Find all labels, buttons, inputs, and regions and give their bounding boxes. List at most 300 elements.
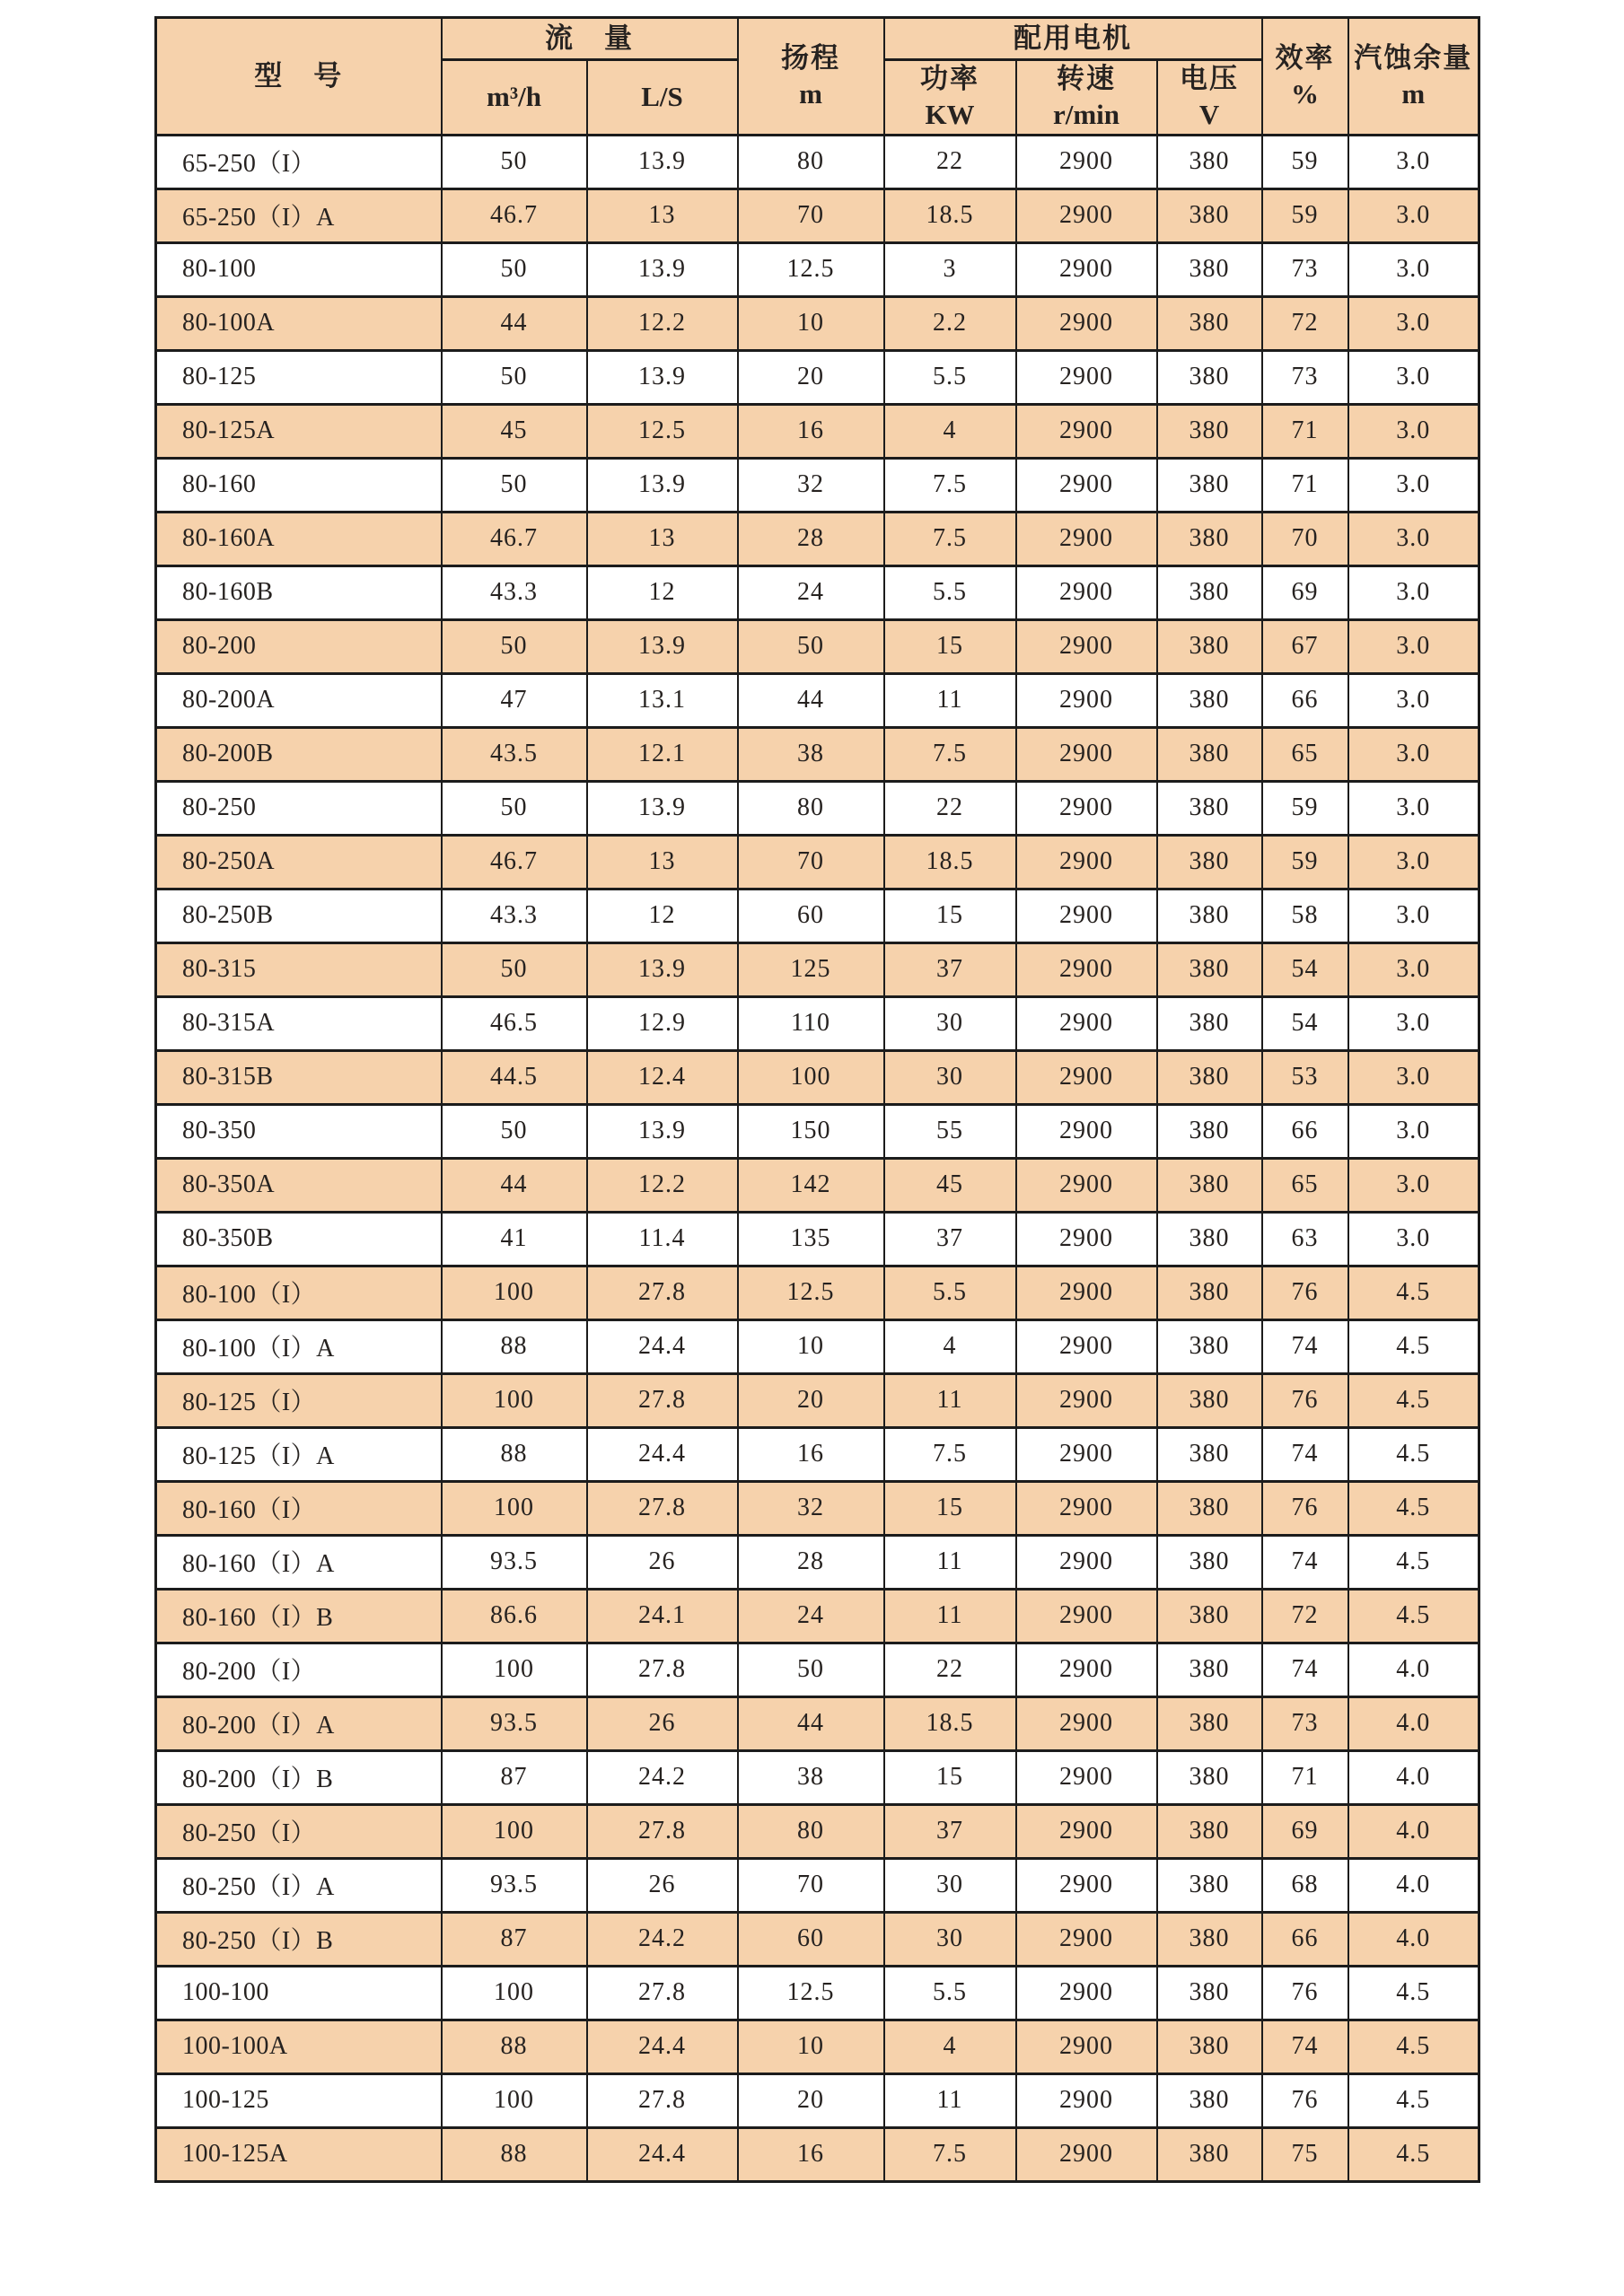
cell-flow-m3h: 50 bbox=[442, 135, 587, 188]
cell-flow-m3h: 93.5 bbox=[442, 1696, 587, 1750]
cell-efficiency-pct: 76 bbox=[1262, 2073, 1348, 2127]
cell-model: 80-350B bbox=[156, 1212, 442, 1266]
cell-flow-ls: 13.9 bbox=[587, 135, 738, 188]
cell-power-kw: 11 bbox=[884, 673, 1016, 727]
cell-npsh-m: 4.0 bbox=[1348, 1858, 1479, 1912]
table-row bbox=[156, 889, 1479, 942]
cell-npsh-m: 4.5 bbox=[1348, 1427, 1479, 1481]
cell-voltage-v: 380 bbox=[1157, 619, 1262, 673]
cell-flow-ls: 27.8 bbox=[587, 1481, 738, 1535]
header-flow-ls: L/S bbox=[587, 60, 738, 136]
cell-power-kw: 4 bbox=[884, 404, 1016, 458]
cell-head-m: 70 bbox=[738, 188, 884, 242]
cell-flow-ls: 12 bbox=[587, 565, 738, 619]
cell-flow-ls: 26 bbox=[587, 1535, 738, 1589]
cell-speed-rpm: 2900 bbox=[1016, 1481, 1157, 1535]
cell-npsh-m: 4.5 bbox=[1348, 1481, 1479, 1535]
cell-head-m: 60 bbox=[738, 889, 884, 942]
cell-flow-ls: 26 bbox=[587, 1858, 738, 1912]
cell-efficiency-pct: 69 bbox=[1262, 1804, 1348, 1858]
table-row bbox=[156, 458, 1479, 512]
cell-npsh-m: 3.0 bbox=[1348, 458, 1479, 512]
cell-voltage-v: 380 bbox=[1157, 1696, 1262, 1750]
cell-head-m: 80 bbox=[738, 1804, 884, 1858]
cell-head-m: 70 bbox=[738, 835, 884, 889]
cell-flow-ls: 12.5 bbox=[587, 404, 738, 458]
cell-voltage-v: 380 bbox=[1157, 1750, 1262, 1804]
cell-model: 80-250A bbox=[156, 835, 442, 889]
cell-voltage-v: 380 bbox=[1157, 242, 1262, 296]
cell-head-m: 100 bbox=[738, 1050, 884, 1104]
cell-flow-m3h: 100 bbox=[442, 1804, 587, 1858]
table-row bbox=[156, 619, 1479, 673]
cell-voltage-v: 380 bbox=[1157, 889, 1262, 942]
header-power-zh: 功率 bbox=[920, 63, 979, 94]
cell-speed-rpm: 2900 bbox=[1016, 1912, 1157, 1966]
table-row bbox=[156, 404, 1479, 458]
cell-model: 100-125 bbox=[156, 2073, 442, 2127]
header-row-groups bbox=[156, 18, 1479, 60]
cell-head-m: 20 bbox=[738, 1373, 884, 1427]
cell-model: 80-100（I） bbox=[156, 1266, 442, 1319]
table-row bbox=[156, 1589, 1479, 1643]
cell-efficiency-pct: 69 bbox=[1262, 565, 1348, 619]
cell-npsh-m: 3.0 bbox=[1348, 188, 1479, 242]
cell-head-m: 125 bbox=[738, 942, 884, 996]
cell-efficiency-pct: 76 bbox=[1262, 1266, 1348, 1319]
cell-model: 80-250（I） bbox=[156, 1804, 442, 1858]
cell-model: 80-100（I）A bbox=[156, 1319, 442, 1373]
cell-flow-ls: 24.4 bbox=[587, 2127, 738, 2181]
cell-flow-ls: 12 bbox=[587, 889, 738, 942]
table-row bbox=[156, 296, 1479, 350]
cell-npsh-m: 3.0 bbox=[1348, 296, 1479, 350]
cell-power-kw: 7.5 bbox=[884, 1427, 1016, 1481]
cell-flow-ls: 27.8 bbox=[587, 1643, 738, 1696]
cell-npsh-m: 4.5 bbox=[1348, 1966, 1479, 2020]
cell-speed-rpm: 2900 bbox=[1016, 1966, 1157, 2020]
header-head bbox=[738, 18, 884, 136]
cell-npsh-m: 4.5 bbox=[1348, 1266, 1479, 1319]
cell-voltage-v: 380 bbox=[1157, 1104, 1262, 1158]
cell-flow-m3h: 100 bbox=[442, 1643, 587, 1696]
cell-flow-m3h: 50 bbox=[442, 242, 587, 296]
cell-flow-ls: 12.4 bbox=[587, 1050, 738, 1104]
cell-npsh-m: 4.5 bbox=[1348, 2020, 1479, 2073]
cell-head-m: 10 bbox=[738, 296, 884, 350]
cell-npsh-m: 4.0 bbox=[1348, 1804, 1479, 1858]
table-row bbox=[156, 1481, 1479, 1535]
table-row bbox=[156, 2073, 1479, 2127]
cell-flow-m3h: 88 bbox=[442, 1319, 587, 1373]
cell-flow-m3h: 50 bbox=[442, 942, 587, 996]
cell-npsh-m: 3.0 bbox=[1348, 565, 1479, 619]
cell-voltage-v: 380 bbox=[1157, 350, 1262, 404]
cell-power-kw: 7.5 bbox=[884, 2127, 1016, 2181]
cell-model: 100-125A bbox=[156, 2127, 442, 2181]
table-row bbox=[156, 2127, 1479, 2181]
table-row bbox=[156, 1966, 1479, 2020]
cell-voltage-v: 380 bbox=[1157, 1427, 1262, 1481]
cell-head-m: 44 bbox=[738, 1696, 884, 1750]
cell-efficiency-pct: 63 bbox=[1262, 1212, 1348, 1266]
cell-flow-m3h: 50 bbox=[442, 781, 587, 835]
cell-model: 80-315A bbox=[156, 996, 442, 1050]
table-row bbox=[156, 835, 1479, 889]
cell-speed-rpm: 2900 bbox=[1016, 2073, 1157, 2127]
cell-voltage-v: 380 bbox=[1157, 1212, 1262, 1266]
cell-efficiency-pct: 74 bbox=[1262, 1319, 1348, 1373]
cell-efficiency-pct: 74 bbox=[1262, 1427, 1348, 1481]
cell-flow-ls: 24.1 bbox=[587, 1589, 738, 1643]
cell-npsh-m: 4.5 bbox=[1348, 1373, 1479, 1427]
cell-model: 80-125（I） bbox=[156, 1373, 442, 1427]
cell-flow-m3h: 46.7 bbox=[442, 188, 587, 242]
cell-voltage-v: 380 bbox=[1157, 1589, 1262, 1643]
cell-flow-ls: 24.2 bbox=[587, 1912, 738, 1966]
cell-npsh-m: 4.0 bbox=[1348, 1750, 1479, 1804]
cell-power-kw: 5.5 bbox=[884, 565, 1016, 619]
table-row bbox=[156, 1158, 1479, 1212]
header-speed-zh: 转速 bbox=[1057, 63, 1116, 94]
cell-flow-m3h: 100 bbox=[442, 2073, 587, 2127]
cell-flow-ls: 13.9 bbox=[587, 1104, 738, 1158]
cell-voltage-v: 380 bbox=[1157, 135, 1262, 188]
header-efficiency bbox=[1262, 18, 1348, 136]
cell-head-m: 32 bbox=[738, 458, 884, 512]
table-row bbox=[156, 565, 1479, 619]
cell-speed-rpm: 2900 bbox=[1016, 1104, 1157, 1158]
cell-flow-m3h: 46.7 bbox=[442, 512, 587, 565]
cell-efficiency-pct: 59 bbox=[1262, 135, 1348, 188]
cell-head-m: 16 bbox=[738, 1427, 884, 1481]
header-npsh-unit: m bbox=[1401, 77, 1426, 110]
header-speed-unit: r/min bbox=[1052, 99, 1120, 131]
table-row bbox=[156, 1804, 1479, 1858]
cell-speed-rpm: 2900 bbox=[1016, 188, 1157, 242]
cell-efficiency-pct: 66 bbox=[1262, 1104, 1348, 1158]
cell-flow-ls: 12.9 bbox=[587, 996, 738, 1050]
cell-voltage-v: 380 bbox=[1157, 1858, 1262, 1912]
cell-model: 80-125（I）A bbox=[156, 1427, 442, 1481]
cell-flow-ls: 24.2 bbox=[587, 1750, 738, 1804]
cell-speed-rpm: 2900 bbox=[1016, 1427, 1157, 1481]
cell-efficiency-pct: 72 bbox=[1262, 296, 1348, 350]
cell-head-m: 80 bbox=[738, 781, 884, 835]
cell-speed-rpm: 2900 bbox=[1016, 781, 1157, 835]
cell-speed-rpm: 2900 bbox=[1016, 1858, 1157, 1912]
cell-efficiency-pct: 73 bbox=[1262, 1696, 1348, 1750]
cell-voltage-v: 380 bbox=[1157, 296, 1262, 350]
cell-npsh-m: 3.0 bbox=[1348, 242, 1479, 296]
cell-power-kw: 22 bbox=[884, 781, 1016, 835]
table-row bbox=[156, 135, 1479, 188]
cell-model: 80-160 bbox=[156, 458, 442, 512]
cell-voltage-v: 380 bbox=[1157, 1912, 1262, 1966]
cell-model: 80-200 bbox=[156, 619, 442, 673]
cell-flow-m3h: 88 bbox=[442, 1427, 587, 1481]
table-row bbox=[156, 188, 1479, 242]
cell-efficiency-pct: 54 bbox=[1262, 942, 1348, 996]
header-flow-group: 流 量 bbox=[442, 18, 738, 60]
cell-voltage-v: 380 bbox=[1157, 996, 1262, 1050]
header-power bbox=[884, 60, 1016, 136]
cell-npsh-m: 4.0 bbox=[1348, 1912, 1479, 1966]
cell-head-m: 28 bbox=[738, 1535, 884, 1589]
cell-flow-m3h: 87 bbox=[442, 1912, 587, 1966]
cell-flow-ls: 13.9 bbox=[587, 242, 738, 296]
cell-speed-rpm: 2900 bbox=[1016, 1696, 1157, 1750]
cell-head-m: 20 bbox=[738, 2073, 884, 2127]
cell-model: 65-250（I）A bbox=[156, 188, 442, 242]
cell-flow-m3h: 50 bbox=[442, 458, 587, 512]
cell-power-kw: 45 bbox=[884, 1158, 1016, 1212]
table-row bbox=[156, 673, 1479, 727]
cell-head-m: 10 bbox=[738, 1319, 884, 1373]
cell-speed-rpm: 2900 bbox=[1016, 1535, 1157, 1589]
cell-head-m: 24 bbox=[738, 1589, 884, 1643]
cell-power-kw: 7.5 bbox=[884, 512, 1016, 565]
cell-npsh-m: 3.0 bbox=[1348, 889, 1479, 942]
cell-flow-m3h: 43.5 bbox=[442, 727, 587, 781]
cell-efficiency-pct: 58 bbox=[1262, 889, 1348, 942]
cell-efficiency-pct: 54 bbox=[1262, 996, 1348, 1050]
cell-efficiency-pct: 74 bbox=[1262, 1535, 1348, 1589]
cell-efficiency-pct: 74 bbox=[1262, 1643, 1348, 1696]
table-row bbox=[156, 1373, 1479, 1427]
table-row bbox=[156, 1750, 1479, 1804]
table-header bbox=[156, 18, 1479, 136]
table-row bbox=[156, 727, 1479, 781]
cell-head-m: 142 bbox=[738, 1158, 884, 1212]
cell-voltage-v: 380 bbox=[1157, 458, 1262, 512]
cell-npsh-m: 3.0 bbox=[1348, 1104, 1479, 1158]
cell-efficiency-pct: 73 bbox=[1262, 242, 1348, 296]
cell-npsh-m: 3.0 bbox=[1348, 1212, 1479, 1266]
cell-speed-rpm: 2900 bbox=[1016, 242, 1157, 296]
cell-efficiency-pct: 66 bbox=[1262, 673, 1348, 727]
table-row bbox=[156, 1912, 1479, 1966]
header-head-unit: m bbox=[799, 77, 822, 110]
cell-voltage-v: 380 bbox=[1157, 404, 1262, 458]
header-npsh-zh: 汽蚀余量 bbox=[1354, 41, 1473, 74]
cell-model: 80-250B bbox=[156, 889, 442, 942]
cell-flow-ls: 13 bbox=[587, 188, 738, 242]
cell-flow-ls: 24.4 bbox=[587, 2020, 738, 2073]
cell-power-kw: 22 bbox=[884, 1643, 1016, 1696]
cell-efficiency-pct: 71 bbox=[1262, 404, 1348, 458]
cell-speed-rpm: 2900 bbox=[1016, 1750, 1157, 1804]
header-npsh bbox=[1348, 18, 1479, 136]
cell-speed-rpm: 2900 bbox=[1016, 727, 1157, 781]
cell-head-m: 38 bbox=[738, 1750, 884, 1804]
header-speed bbox=[1016, 60, 1157, 136]
table-row bbox=[156, 242, 1479, 296]
cell-flow-m3h: 44 bbox=[442, 1158, 587, 1212]
cell-speed-rpm: 2900 bbox=[1016, 512, 1157, 565]
cell-voltage-v: 380 bbox=[1157, 2020, 1262, 2073]
cell-flow-ls: 27.8 bbox=[587, 1966, 738, 2020]
cell-speed-rpm: 2900 bbox=[1016, 1643, 1157, 1696]
cell-model: 80-350 bbox=[156, 1104, 442, 1158]
cell-speed-rpm: 2900 bbox=[1016, 1050, 1157, 1104]
cell-efficiency-pct: 70 bbox=[1262, 512, 1348, 565]
table-row bbox=[156, 942, 1479, 996]
cell-voltage-v: 380 bbox=[1157, 2127, 1262, 2181]
cell-flow-m3h: 41 bbox=[442, 1212, 587, 1266]
table-row bbox=[156, 1643, 1479, 1696]
cell-npsh-m: 3.0 bbox=[1348, 350, 1479, 404]
cell-model: 80-250（I）A bbox=[156, 1858, 442, 1912]
cell-voltage-v: 380 bbox=[1157, 1804, 1262, 1858]
cell-voltage-v: 380 bbox=[1157, 727, 1262, 781]
cell-npsh-m: 4.5 bbox=[1348, 2073, 1479, 2127]
cell-efficiency-pct: 66 bbox=[1262, 1912, 1348, 1966]
cell-voltage-v: 380 bbox=[1157, 673, 1262, 727]
cell-npsh-m: 4.0 bbox=[1348, 1696, 1479, 1750]
cell-flow-ls: 13.9 bbox=[587, 942, 738, 996]
cell-power-kw: 30 bbox=[884, 996, 1016, 1050]
table-row bbox=[156, 2020, 1479, 2073]
cell-npsh-m: 3.0 bbox=[1348, 512, 1479, 565]
table-body bbox=[156, 135, 1479, 2181]
cell-flow-ls: 13 bbox=[587, 512, 738, 565]
cell-efficiency-pct: 68 bbox=[1262, 1858, 1348, 1912]
cell-npsh-m: 3.0 bbox=[1348, 135, 1479, 188]
cell-head-m: 24 bbox=[738, 565, 884, 619]
cell-speed-rpm: 2900 bbox=[1016, 1373, 1157, 1427]
cell-speed-rpm: 2900 bbox=[1016, 942, 1157, 996]
cell-head-m: 38 bbox=[738, 727, 884, 781]
cell-npsh-m: 3.0 bbox=[1348, 835, 1479, 889]
cell-npsh-m: 3.0 bbox=[1348, 727, 1479, 781]
cell-power-kw: 37 bbox=[884, 942, 1016, 996]
cell-flow-m3h: 46.7 bbox=[442, 835, 587, 889]
cell-flow-m3h: 93.5 bbox=[442, 1535, 587, 1589]
cell-model: 80-160A bbox=[156, 512, 442, 565]
cell-efficiency-pct: 59 bbox=[1262, 781, 1348, 835]
cell-power-kw: 30 bbox=[884, 1858, 1016, 1912]
cell-speed-rpm: 2900 bbox=[1016, 835, 1157, 889]
cell-npsh-m: 4.0 bbox=[1348, 1643, 1479, 1696]
cell-flow-m3h: 100 bbox=[442, 1266, 587, 1319]
cell-model: 80-200（I）A bbox=[156, 1696, 442, 1750]
cell-flow-ls: 13.9 bbox=[587, 619, 738, 673]
cell-npsh-m: 3.0 bbox=[1348, 404, 1479, 458]
cell-flow-m3h: 50 bbox=[442, 1104, 587, 1158]
cell-speed-rpm: 2900 bbox=[1016, 673, 1157, 727]
cell-efficiency-pct: 73 bbox=[1262, 350, 1348, 404]
cell-flow-ls: 24.4 bbox=[587, 1427, 738, 1481]
cell-npsh-m: 3.0 bbox=[1348, 1050, 1479, 1104]
cell-power-kw: 11 bbox=[884, 1589, 1016, 1643]
cell-power-kw: 7.5 bbox=[884, 727, 1016, 781]
cell-model: 80-200A bbox=[156, 673, 442, 727]
header-voltage-zh: 电压 bbox=[1180, 63, 1240, 94]
cell-npsh-m: 3.0 bbox=[1348, 1158, 1479, 1212]
cell-head-m: 80 bbox=[738, 135, 884, 188]
cell-flow-m3h: 100 bbox=[442, 1481, 587, 1535]
table-row bbox=[156, 1427, 1479, 1481]
cell-head-m: 70 bbox=[738, 1858, 884, 1912]
cell-speed-rpm: 2900 bbox=[1016, 1158, 1157, 1212]
table-row bbox=[156, 1535, 1479, 1589]
cell-power-kw: 7.5 bbox=[884, 458, 1016, 512]
cell-head-m: 12.5 bbox=[738, 1966, 884, 2020]
cell-efficiency-pct: 71 bbox=[1262, 1750, 1348, 1804]
cell-power-kw: 18.5 bbox=[884, 1696, 1016, 1750]
cell-efficiency-pct: 65 bbox=[1262, 1158, 1348, 1212]
cell-head-m: 16 bbox=[738, 2127, 884, 2181]
table-row bbox=[156, 512, 1479, 565]
cell-voltage-v: 380 bbox=[1157, 2073, 1262, 2127]
cell-efficiency-pct: 59 bbox=[1262, 835, 1348, 889]
cell-flow-ls: 26 bbox=[587, 1696, 738, 1750]
table-row bbox=[156, 781, 1479, 835]
cell-power-kw: 4 bbox=[884, 1319, 1016, 1373]
cell-power-kw: 30 bbox=[884, 1050, 1016, 1104]
cell-voltage-v: 380 bbox=[1157, 1266, 1262, 1319]
table-row bbox=[156, 350, 1479, 404]
cell-head-m: 110 bbox=[738, 996, 884, 1050]
cell-speed-rpm: 2900 bbox=[1016, 1589, 1157, 1643]
cell-head-m: 10 bbox=[738, 2020, 884, 2073]
cell-head-m: 12.5 bbox=[738, 242, 884, 296]
cell-flow-m3h: 100 bbox=[442, 1373, 587, 1427]
cell-head-m: 16 bbox=[738, 404, 884, 458]
cell-model: 100-100 bbox=[156, 1966, 442, 2020]
cell-power-kw: 11 bbox=[884, 1535, 1016, 1589]
cell-voltage-v: 380 bbox=[1157, 942, 1262, 996]
cell-voltage-v: 380 bbox=[1157, 1643, 1262, 1696]
cell-flow-m3h: 88 bbox=[442, 2020, 587, 2073]
cell-efficiency-pct: 65 bbox=[1262, 727, 1348, 781]
cell-model: 80-350A bbox=[156, 1158, 442, 1212]
cell-model: 80-315B bbox=[156, 1050, 442, 1104]
cell-efficiency-pct: 59 bbox=[1262, 188, 1348, 242]
cell-flow-m3h: 43.3 bbox=[442, 565, 587, 619]
cell-flow-m3h: 100 bbox=[442, 1966, 587, 2020]
cell-model: 80-160（I） bbox=[156, 1481, 442, 1535]
cell-flow-m3h: 93.5 bbox=[442, 1858, 587, 1912]
header-efficiency-unit: % bbox=[1291, 77, 1320, 110]
cell-model: 80-160（I）A bbox=[156, 1535, 442, 1589]
cell-head-m: 20 bbox=[738, 350, 884, 404]
cell-power-kw: 18.5 bbox=[884, 188, 1016, 242]
cell-flow-m3h: 88 bbox=[442, 2127, 587, 2181]
cell-power-kw: 15 bbox=[884, 889, 1016, 942]
cell-speed-rpm: 2900 bbox=[1016, 996, 1157, 1050]
cell-voltage-v: 380 bbox=[1157, 1481, 1262, 1535]
cell-voltage-v: 380 bbox=[1157, 1535, 1262, 1589]
cell-flow-ls: 13 bbox=[587, 835, 738, 889]
cell-head-m: 50 bbox=[738, 619, 884, 673]
cell-flow-ls: 27.8 bbox=[587, 1266, 738, 1319]
cell-power-kw: 2.2 bbox=[884, 296, 1016, 350]
table-row bbox=[156, 1050, 1479, 1104]
pump-spec-table bbox=[154, 16, 1480, 2183]
table-row bbox=[156, 1266, 1479, 1319]
cell-speed-rpm: 2900 bbox=[1016, 458, 1157, 512]
cell-model: 80-200（I）B bbox=[156, 1750, 442, 1804]
header-model: 型 号 bbox=[156, 18, 442, 136]
table-row bbox=[156, 1858, 1479, 1912]
cell-flow-ls: 11.4 bbox=[587, 1212, 738, 1266]
cell-flow-m3h: 43.3 bbox=[442, 889, 587, 942]
cell-voltage-v: 380 bbox=[1157, 835, 1262, 889]
cell-power-kw: 22 bbox=[884, 135, 1016, 188]
cell-voltage-v: 380 bbox=[1157, 1319, 1262, 1373]
